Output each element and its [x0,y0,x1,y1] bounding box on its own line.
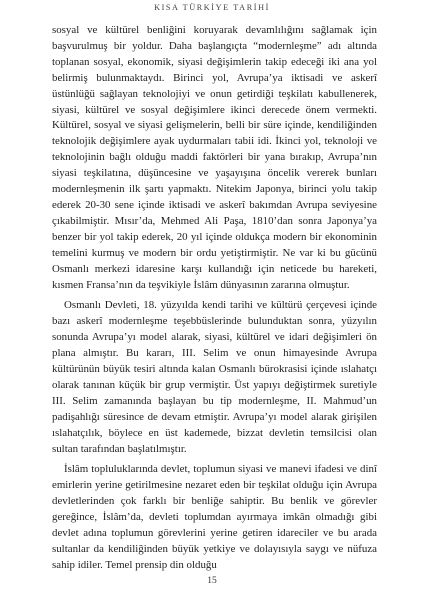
running-header: KISA TÜRKİYE TARİHİ [154,3,270,12]
paragraph-2: Osmanlı Devleti, 18. yüzyılda kendi tarihi ve kültürü çerçevesi içinde bazı askerî modernleşme teşebbüslerinde bulunduktan sonra, yüzyılın sonunda Avrupa’yı model alarak, siyasi, kültürel ve idari değişimleri ön plana almıştır. Bu kararı, III. Selim ve onun himayesinde Avrupa kültürünün büyük tesiri altında kalan Osmanlı bürokrasisi içinde ıslahatçı olarak tanınan küçük bir grup vermiştir. Üst yapıyı değiştirmek suretiyle III. Selim zamanında başlayan bu tip modernleşme, II. Mahmud’un padişahlığı süresince de devam etmiştir. Avrupa’yı model alarak girişilen ıslahatçılık, böylece en üst kademede, bizzat devletin temsilcisi olan sultan tarafından başlatılmıştır. [52,299,377,455]
paragraph-1: sosyal ve kültürel benliğini koruyarak devamlılığını sağlamak için başvurulmuş bir yoldur. Daha başlangıçta “modernleşme” adı altında toplanan sosyal, ekonomik, siyasi değişimlerin takip edeceği iki ana yol belirmiş bulunmaktaydı. Birinci yol, Avrupa’ya iktisadi ve askerî üstünlüğü sağlayan teknolojiyi ve onun getirdiği teşkilatı kabullenerek, siyasi, kültürel ve sosyal değişimlere ikinci derecede önem vermekti. Kültürel, sosyal ve siyasi gelişmelerin, belli bir süre içinde, kendiliğinden teknolojik değişimlere ayak uydurmaları tabii idi. İkinci yol, teknoloji ve teknolojinin bağlı olduğu maddi faktörleri bir yana bırakıp, Avrupa’nın siyasi teşkilatına, düşüncesine ve yaşayışına öncelik vererek bunları modernleşmenin ilk şartı yapmaktı. Nitekim Japonya, birinci yolu takip ederek 20-30 sene içinde iktisadi ve askerî bakımdan Avrupa seviyesine çıkabilmiştir. Mısır’da, Mehmed Ali Paşa, 1810’dan sonra Japonya’ya benzer bir yol takip ederek, 20 yıl içinde oldukça modern bir ekonominin temelini kurmuş ve modern bir ordu yetiştirmiştir. Ne var ki bu gücünü Osmanlı merkezi idaresine karşı kullandığı için neticede bu hareketi, kısmen Fransa’nın da teşvikiyle İslâm dünyasının zararına olmuştur. [52,24,377,291]
body-text [52,23,377,574]
paragraph-3: İslâm topluluklarında devlet, toplumun siyasi ve manevi ifadesi ve dinî emirlerin yerine getirilmesine nezaret eden bir teşkilat olduğu için Avrupa devletlerinden çok farklı bir benliğe sahiptir. Bu benlik ve görevler gereğince, İslâm’da, devleti toplumdan ayırmaya imkân olmadığı gibi devlet adına toplumun görevlerini yerine getiren idareciler ve bu arada sultanlar da kendiliğinden büyük yetkiye ve dolayısıyla saygı ve nüfuza sahip idiler. Temel prensip din olduğu [52,463,377,571]
page-number: 15 [207,576,217,586]
